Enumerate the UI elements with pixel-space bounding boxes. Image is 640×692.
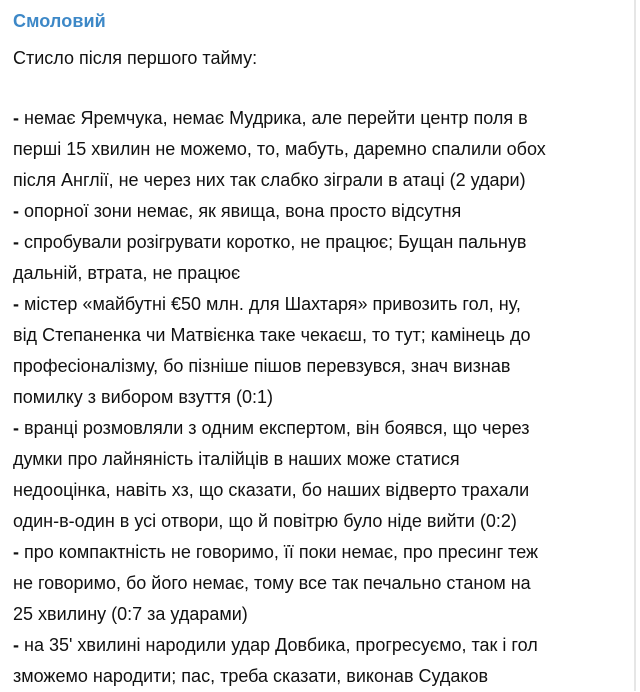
- list-item-text: помилку з вибором взуття (0:1): [13, 387, 274, 407]
- list-item-line: [13, 320, 634, 351]
- list-item-line: [13, 506, 634, 537]
- bullet-dash: -: [13, 232, 19, 252]
- list-item-text: 25 хвилину (0:7 за ударами): [13, 604, 248, 624]
- list-item-text: на 35' хвилині народили удар Довбика, прогресуємо, так і гол: [24, 635, 538, 655]
- bullet-dash: -: [13, 418, 19, 438]
- list-item-line: [13, 599, 634, 630]
- bullet-dash: -: [13, 294, 19, 314]
- list-item-text: від Степаненка чи Матвієнка таке чекаєш, то тут; камінець до: [13, 325, 531, 345]
- list-item-line: [13, 475, 634, 506]
- list-item-line: [13, 258, 634, 289]
- list-item-line: [13, 196, 634, 227]
- list-item: [13, 227, 634, 289]
- list-item-line: [13, 382, 634, 413]
- list-item-text: опорної зони немає, як явища, вона просто відсутня: [24, 201, 462, 221]
- list-item-text: не говоримо, бо його немає, тому все так печально станом на: [13, 573, 531, 593]
- bullet-dash: -: [13, 635, 19, 655]
- list-item-text: немає Яремчука, немає Мудрика, але перейти центр поля в: [24, 108, 528, 128]
- bullet-dash: -: [13, 108, 19, 128]
- list-item-line: [13, 537, 634, 568]
- list-item-line: [13, 289, 634, 320]
- list-item-text: професіоналізму, бо пізніше пішов перевзувся, знач визнав: [13, 356, 511, 376]
- list-item-text: зможемо народити; пас, треба сказати, виконав Судаков: [13, 666, 489, 686]
- list-item: [13, 413, 634, 537]
- list-item: [13, 103, 634, 196]
- list-item-line: [13, 444, 634, 475]
- list-item: [13, 196, 634, 227]
- list-item-line: [13, 413, 634, 444]
- list-item-line: [13, 351, 634, 382]
- bullet-dash: -: [13, 201, 19, 221]
- list-item-text: про компактність не говоримо, її поки немає, про пресинг теж: [24, 542, 539, 562]
- list-item-line: [13, 103, 634, 134]
- list-item: [13, 289, 634, 413]
- list-item-text: вранці розмовляли з одним експертом, він боявся, що через: [24, 418, 530, 438]
- list-item: [13, 630, 634, 692]
- list-item-line: [13, 568, 634, 599]
- list-item-line: [13, 165, 634, 196]
- list-item-text: один-в-один в усі отвори, що й повітрю було ніде вийти (0:2): [13, 511, 517, 531]
- list-item-line: [13, 134, 634, 165]
- list-item-text: містер «майбутні €50 млн. для Шахтаря» привозить гол, ну,: [24, 294, 521, 314]
- bullet-list: [13, 103, 634, 692]
- list-item-text: недооцінка, навіть хз, що сказати, бо наших відверто трахали: [13, 480, 530, 500]
- list-item-text: думки про лайняність італійців в наших може статися: [13, 449, 460, 469]
- blank-line: [13, 73, 634, 103]
- list-item-line: [13, 630, 634, 661]
- list-item-text: після Англії, не через них так слабко зіграли в атаці (2 удари): [13, 170, 526, 190]
- list-item-text: дальній, втрата, не працює: [13, 263, 241, 283]
- list-item: [13, 537, 634, 630]
- bullet-dash: -: [13, 542, 19, 562]
- author-name[interactable]: Смоловий: [13, 11, 106, 31]
- list-item-line: [13, 227, 634, 258]
- list-item-text: перші 15 хвилин не можемо, то, мабуть, даремно спалили обох: [13, 139, 546, 159]
- intro-text: Стисло після першого тайму:: [13, 48, 258, 68]
- list-item-text: спробували розігрувати коротко, не працює; Бущан пальнув: [24, 232, 527, 252]
- list-item-line: [13, 661, 634, 692]
